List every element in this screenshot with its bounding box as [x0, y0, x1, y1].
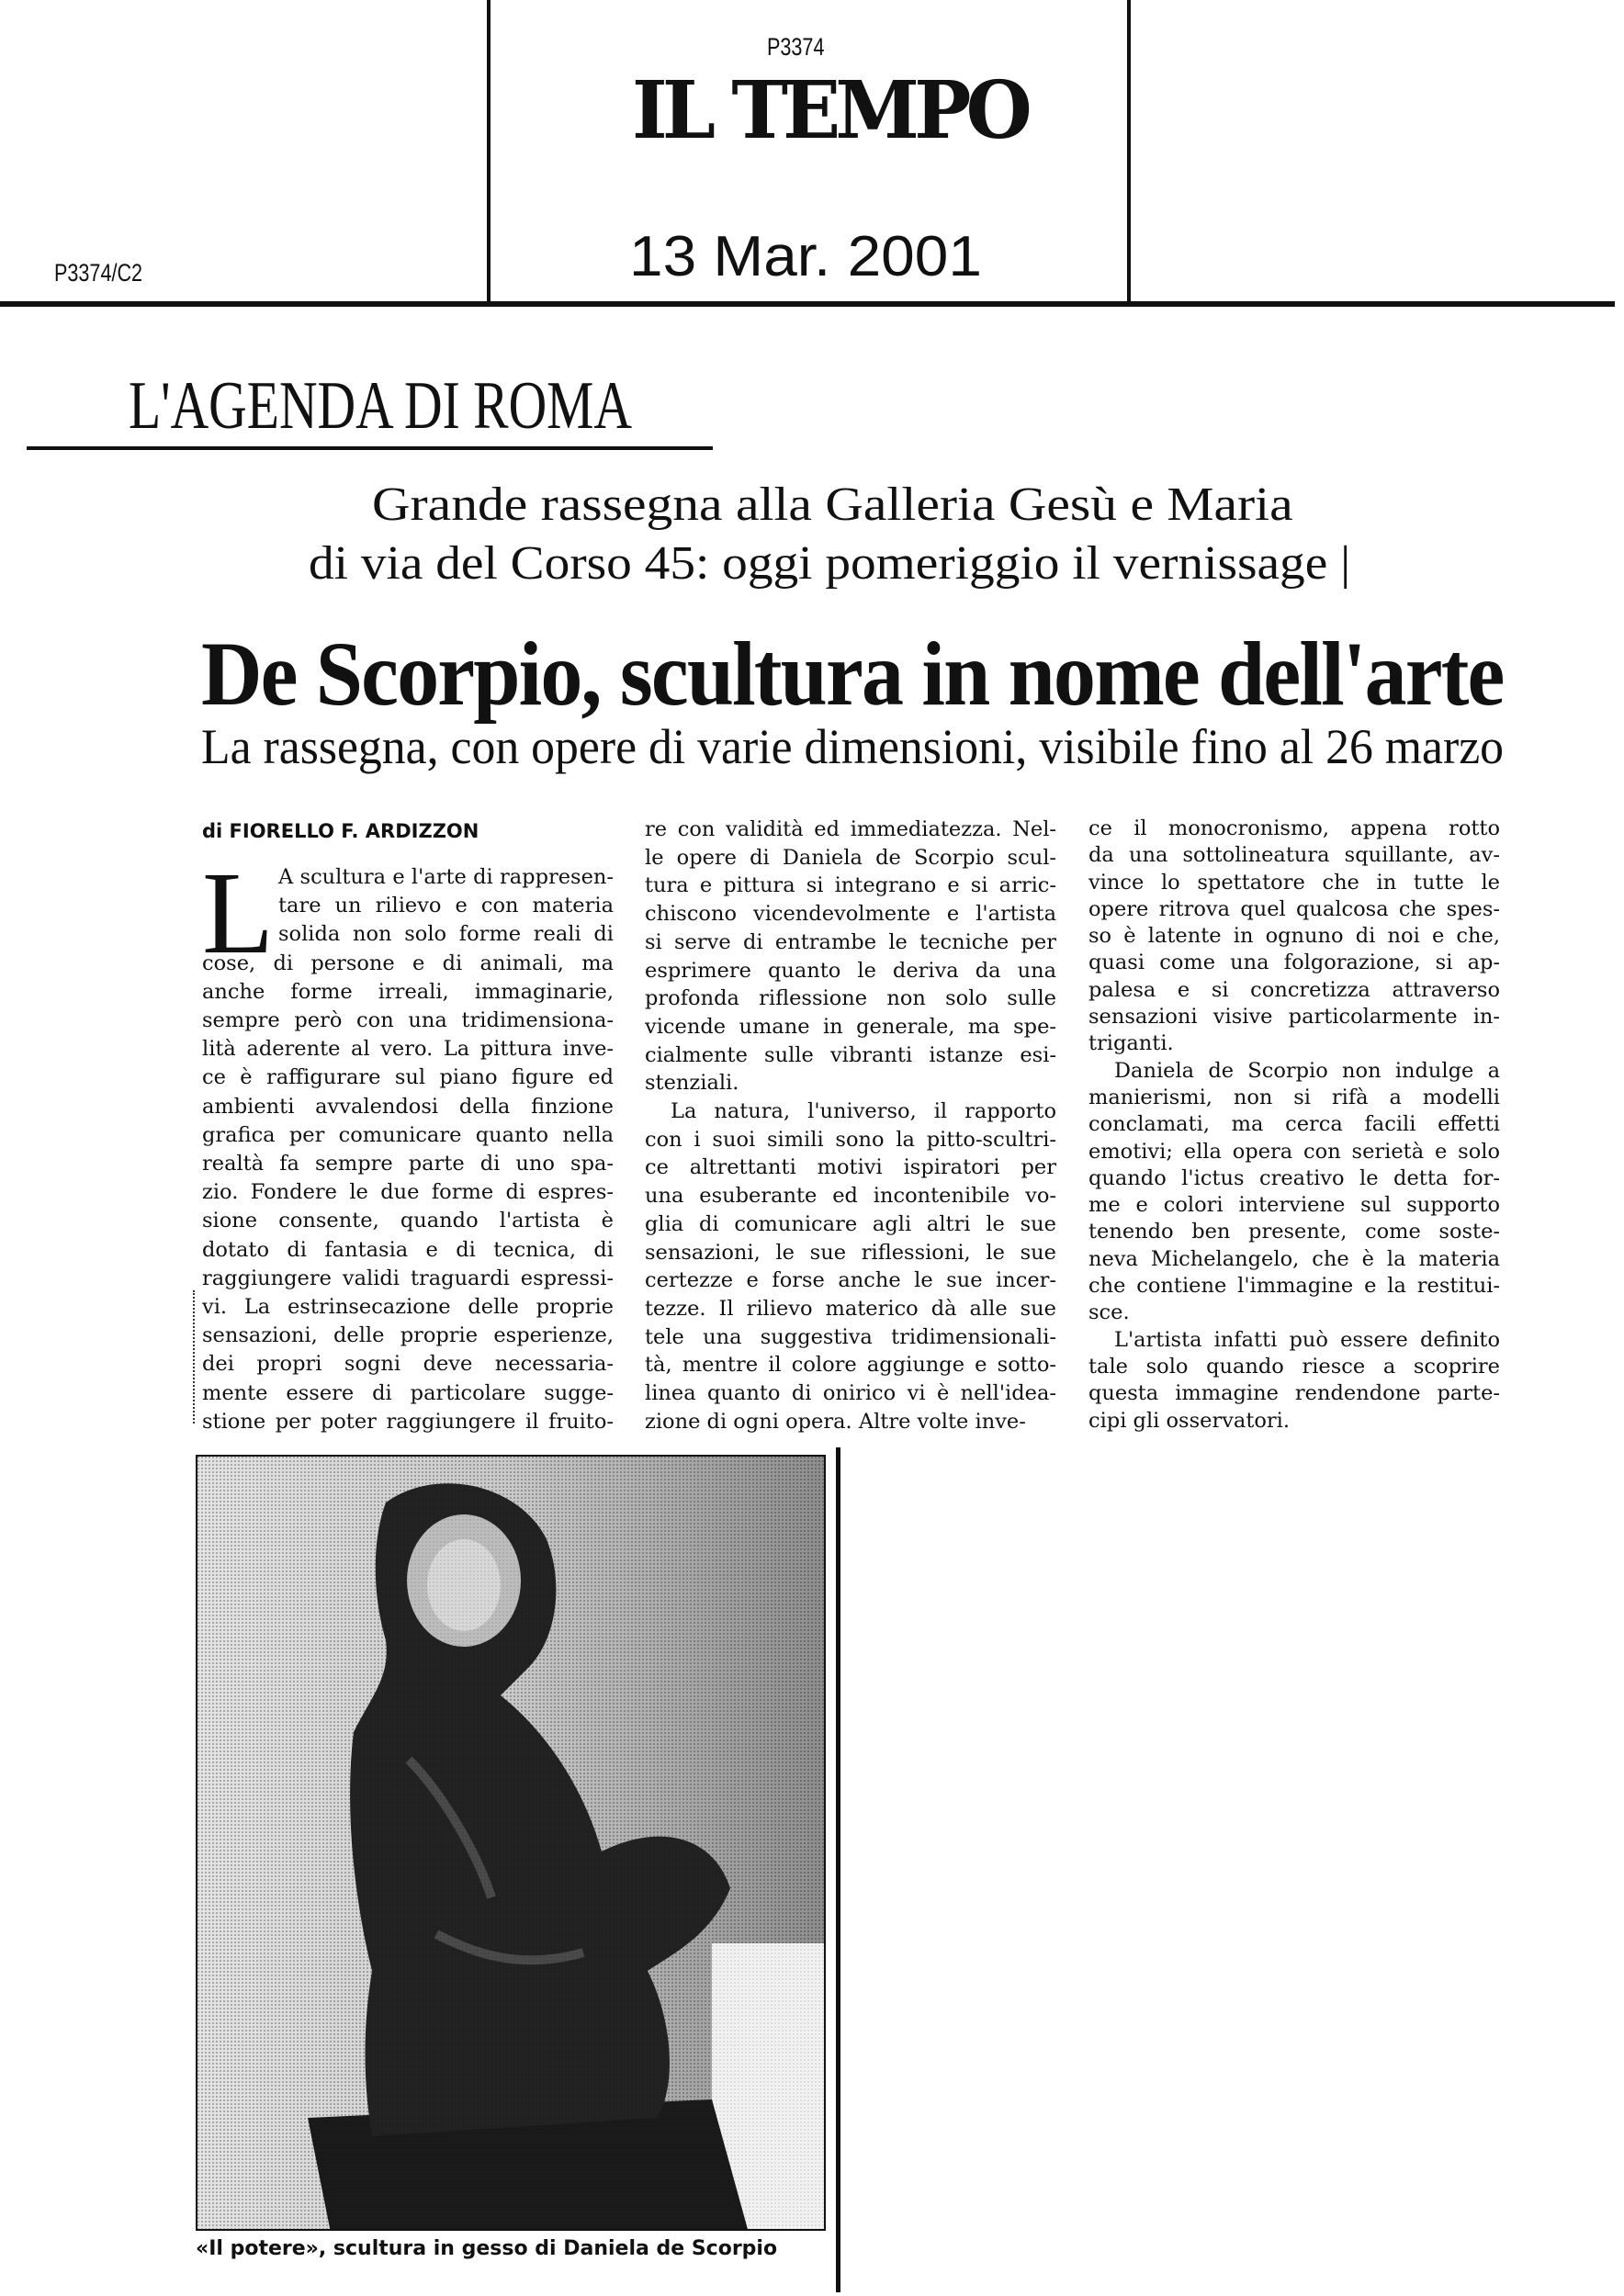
article-line: cose, di persone e di animali, ma [202, 951, 614, 975]
archive-code-left: P3374/C2 [54, 259, 143, 287]
article-line: L'artista infatti può essere definito [1114, 1327, 1500, 1352]
subhead-line-2: di via del Corso 45: oggi pomeriggio il vernissage | [309, 537, 1351, 590]
article-line: glia di comunicare agli altri le sue [645, 1211, 1056, 1236]
article-line: tale solo quando riesce a scoprire [1088, 1354, 1500, 1379]
article-line: sempre però con una tridimensiona- [202, 1008, 614, 1033]
article-column-3 [1088, 816, 1500, 1435]
article-column-1 [202, 863, 614, 1436]
article-line: lità aderente al vero. La pittura inve- [202, 1037, 614, 1062]
article-line: vicende umane in generale, ma spe- [645, 1014, 1056, 1039]
article-line: una esuberante ed incontenibile vo- [645, 1184, 1056, 1209]
article-line: quasi come una folgorazione, si ap- [1088, 951, 1500, 975]
article-line: ambienti avvalendosi della finzione [202, 1094, 614, 1119]
article-line: solida non solo forme reali di [278, 922, 614, 947]
article-line: anche forme irreali, immaginarie, [202, 979, 614, 1004]
article-line: questa immagine rendendone parte- [1088, 1381, 1500, 1406]
article-line: sensazioni, delle proprie esperienze, [202, 1323, 614, 1348]
masthead-divider-left [487, 0, 491, 303]
article-line: stione per poter raggiungere il fruito- [202, 1409, 614, 1434]
article-line: tenendo ben presente, come soste- [1088, 1220, 1500, 1244]
article-column-2 [645, 816, 1056, 1435]
article-line: emotivi; ella opera con serietà e solo [1088, 1139, 1500, 1164]
article-line: sensazioni visive particolarmente in- [1088, 1005, 1500, 1030]
article-line: tura e pittura si integrano e si arric- [645, 873, 1056, 898]
article-line: tele una suggestiva tridimensionali- [645, 1324, 1056, 1349]
section-rule [27, 446, 713, 450]
article-line: linea quanto di onirico vi è nell'idea- [645, 1381, 1056, 1406]
masthead-rule [0, 301, 1615, 307]
article-line: sce. [1088, 1300, 1130, 1325]
article-line: ce è raffigurare sul piano figure ed [202, 1065, 614, 1090]
photo-caption: «Il potere», scultura in gesso di Daniela de Scorpio [196, 2237, 778, 2260]
newspaper-logo: IL TEMPO [632, 64, 1027, 157]
article-line: so è latente in ognuno di noi e che, [1088, 924, 1500, 949]
article-line: tezze. Il rilievo materico dà alle sue [645, 1296, 1056, 1321]
sculpture-photo [196, 1455, 826, 2231]
publication-date: 13 Mar. 2001 [629, 225, 982, 288]
article-line: stenziali. [645, 1071, 739, 1096]
article-line: tà, mentre il colore aggiunge e sotto- [645, 1353, 1056, 1378]
column-margin-mark [193, 1290, 195, 1424]
article-line: dotato di fantasia e di tecnica, di [202, 1237, 614, 1262]
article-line: Daniela de Scorpio non indulge a [1114, 1058, 1500, 1083]
article-line: neva Michelangelo, che è la materia [1088, 1246, 1500, 1271]
article-line: zione di ogni opera. Altre volte inve- [645, 1409, 1026, 1434]
article-line: si serve di entrambe le tecniche per [645, 929, 1056, 954]
article-line: opere ritrova quel qualcosa che spes- [1088, 896, 1500, 921]
article-line: esprimere quanto le deriva da una [645, 958, 1056, 983]
article-line: realtà fa sempre parte di uno spa- [202, 1152, 614, 1176]
article-line: sione consente, quando l'artista è [202, 1209, 614, 1233]
article-line: profonda riflessione non solo sulle [645, 986, 1056, 1011]
article-line: triganti. [1088, 1031, 1174, 1056]
article-line: certezze e forse anche le sue incer- [645, 1268, 1056, 1293]
byline: di FIORELLO F. ARDIZZON [202, 820, 479, 842]
subhead-line-1: Grande rassegna alla Galleria Gesù e Maria [372, 478, 1293, 531]
archive-code-top: P3374 [767, 33, 825, 61]
article-line: le opere di Daniela de Scorpio scul- [645, 845, 1056, 870]
article-line: dei propri sogni deve necessaria- [202, 1352, 614, 1377]
article-line: me e colori interviene sul supporto [1088, 1193, 1500, 1218]
article-line: palesa e si concretizza attraverso [1088, 977, 1500, 1002]
article-line: A scultura e l'arte di rappresen- [278, 865, 614, 889]
article-line: mente essere di particolare sugge- [202, 1380, 614, 1405]
article-line: quando l'ictus creativo le detta for- [1088, 1165, 1500, 1190]
article-line: sensazioni, le sue riflessioni, le sue [645, 1240, 1056, 1265]
article-line: che contiene l'immagine e la restitui- [1088, 1274, 1500, 1299]
article-line: re con validità ed immediatezza. Nel- [645, 817, 1056, 841]
sculpture-image [197, 1457, 826, 2231]
article-line: da una sottolineatura squillante, av- [1088, 843, 1500, 868]
clipping-edge-bar [836, 1447, 840, 2292]
article-line: tare un rilievo e con materia [278, 894, 614, 918]
headline: De Scorpio, scultura in nome dell'arte [201, 623, 1504, 725]
article-line: vi. La estrinsecazione delle proprie [202, 1295, 614, 1320]
article-line: La natura, l'universo, il rapporto [671, 1099, 1056, 1124]
drop-cap: L [202, 848, 275, 978]
article-line: ce il monocronismo, appena rotto [1088, 816, 1500, 840]
article-line: chiscono vicendevolmente e l'artista [645, 902, 1056, 927]
article-line: zio. Fondere le due forme di espres- [202, 1180, 614, 1205]
article-line: con i suoi simili sono la pitto-scultri- [645, 1127, 1056, 1152]
article-line: raggiungere validi traguardi espressi- [202, 1266, 614, 1290]
article-line: ce altrettanti motivi ispiratori per [645, 1155, 1056, 1180]
article-line: manierismi, non si rifà a modelli [1088, 1085, 1500, 1109]
article-line: cipi gli osservatori. [1088, 1408, 1291, 1433]
article-line: conclamati, ma cerca facili effetti [1088, 1112, 1500, 1137]
deck: La rassegna, con opere di varie dimensioni, visibile fino al 26 marzo [201, 719, 1505, 774]
section-title: L'AGENDA DI ROMA [129, 368, 632, 444]
article-line: grafica per comunicare quanto nella [202, 1122, 614, 1147]
article-line: cialmente sulle vibranti istanze esi- [645, 1042, 1056, 1067]
masthead-divider-right [1127, 0, 1131, 303]
article-line: vince lo spettatore che in tutte le [1088, 870, 1500, 895]
